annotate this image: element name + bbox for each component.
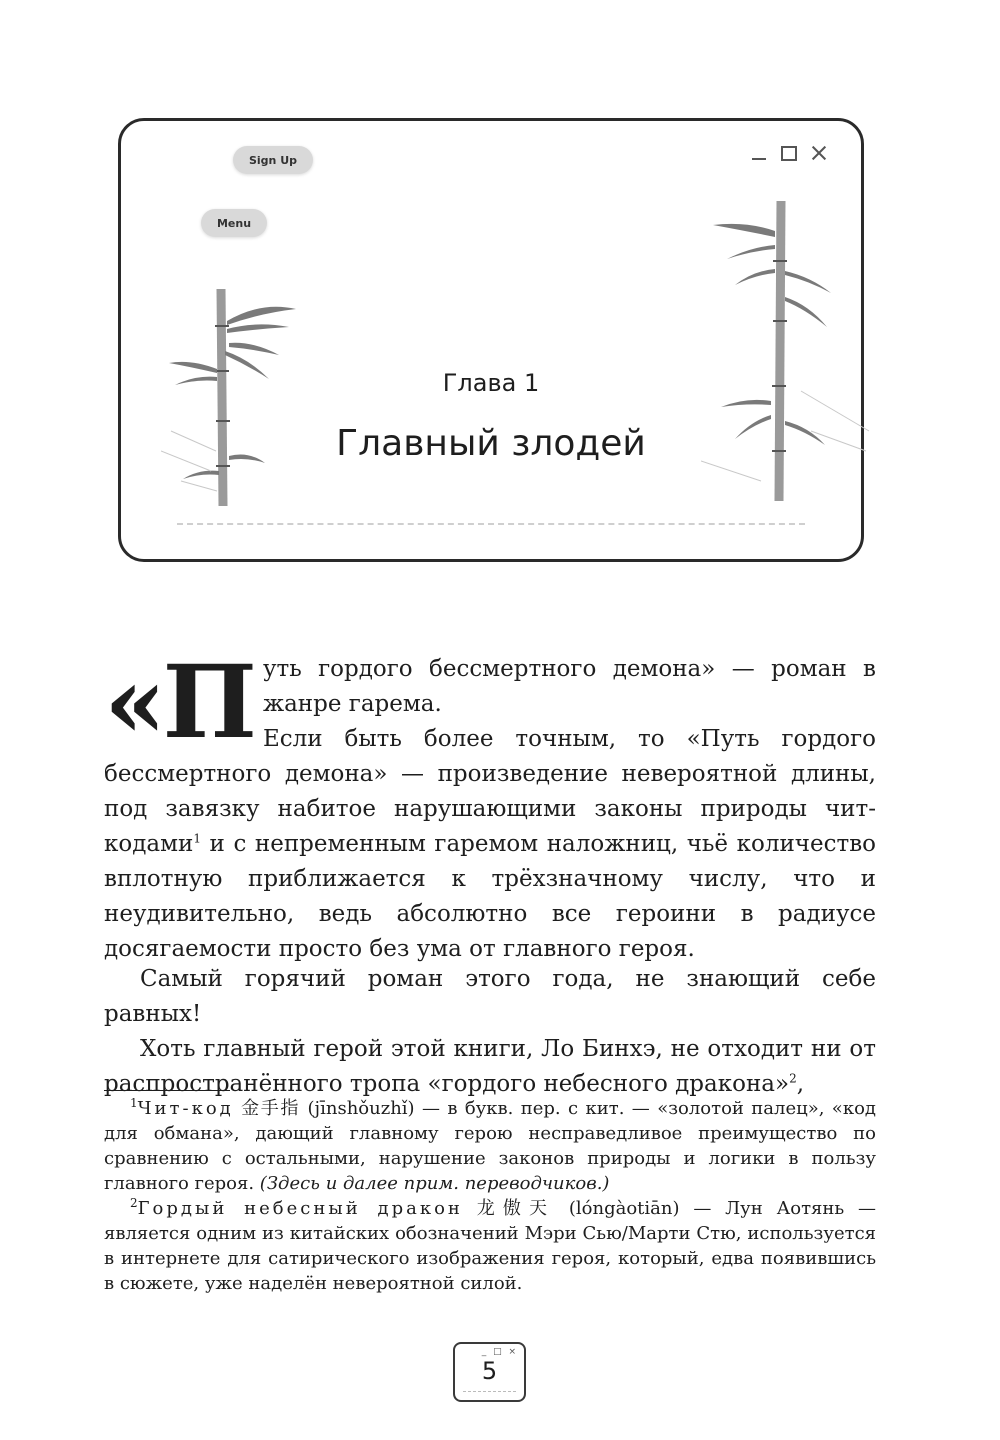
close-icon[interactable] — [811, 145, 827, 161]
footnote-ref-1[interactable]: 1 — [193, 831, 201, 846]
chapter-window-frame — [118, 118, 864, 562]
chapter-label: Глава 1 — [442, 369, 540, 397]
minimize-icon[interactable] — [751, 145, 767, 161]
ground-line — [177, 523, 805, 525]
paragraph-2: Если быть более точным, то «Путь гордого бессмертного демона» — произведение невероятной длины, под завязку набитое нарушающими законы природы чит-кодами$^1$ и с непременным гаремом наложниц, чьё количество вплотную приближается к трёхзначному числу, что и неудивительно, ведь абсолютно все героини в радиусе досягаемости просто без ума от главного героя. — [104, 726, 876, 962]
body-text — [104, 962, 876, 1102]
footnote-2: $^2$Гордый небесный дракон 龙傲天 (lóngàotiān) — Лун Аотянь — является одним из китайских обозначений Мэри Сью/Марти Стю, используется в интернете для сатирического изображения героя, который, едва появившись в сюжете, уже наделён невероятной силой. — [104, 1196, 876, 1294]
menu-button[interactable]: Menu — [201, 209, 267, 237]
paragraph-4: Хоть главный герой этой книги, Ло Бинхэ, не отходит ни от распространённого тропа «гордого небесного дракона»$^2$, — [104, 1036, 876, 1097]
footnote-1: $^1$Чит-код 金手指 (jīnshǒuzhǐ) — в букв. пер. с кит. — «золотой палец», «код для обмана», дающий главному герою несправедливое преимущество по сравнению с остальными, нарушение законов природы и логики в пользу главного героя. (Здесь и далее прим. переводчиков.) — [104, 1096, 876, 1194]
opening-paragraphs — [104, 643, 876, 967]
paragraph-1: уть гордого бессмертного демона» — роман в жанре гарема. — [262, 656, 876, 717]
signup-button[interactable]: Sign Up — [233, 146, 313, 174]
page-window-controls: _ □ × — [481, 1347, 518, 1357]
window-controls — [751, 145, 827, 161]
paragraph-3: Самый горячий роман этого года, не знающий себе равных! — [104, 966, 876, 1027]
page-number: 5 — [481, 1357, 498, 1385]
footnote-divider — [104, 1090, 230, 1091]
bamboo-illustration-right — [701, 201, 871, 511]
chapter-title: Главный злодей — [336, 423, 646, 464]
page-box-line — [463, 1391, 516, 1392]
footnote-ref-2[interactable]: 2 — [789, 1071, 797, 1086]
page-number-box — [453, 1342, 526, 1402]
maximize-icon[interactable] — [781, 146, 797, 161]
drop-cap: «П — [104, 643, 253, 761]
footnotes — [104, 1096, 876, 1296]
